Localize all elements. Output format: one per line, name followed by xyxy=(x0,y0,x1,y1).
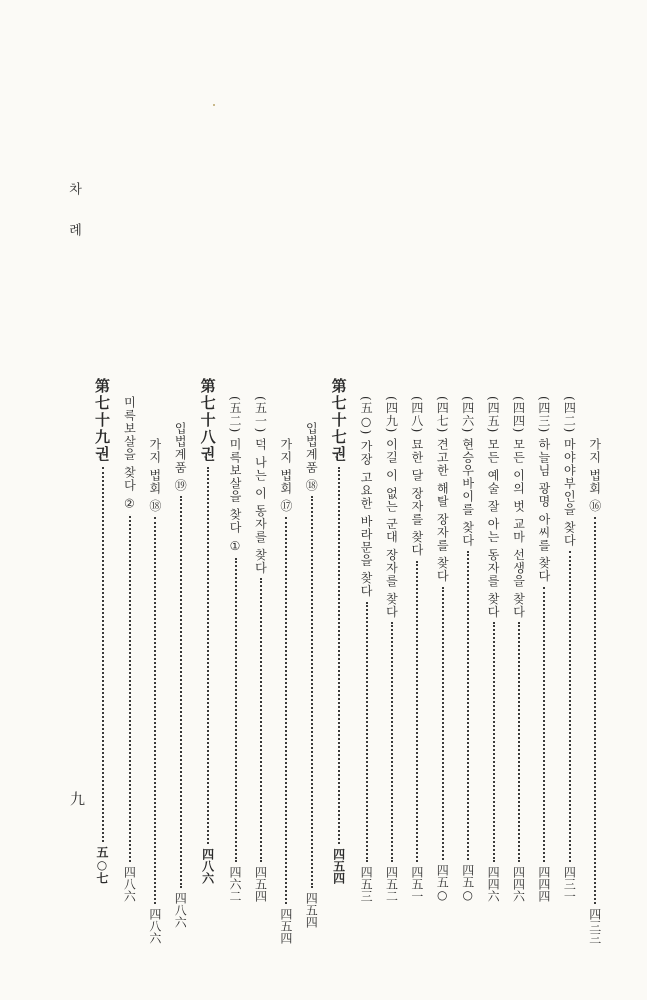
toc-page-number: 四三三 xyxy=(587,908,602,944)
toc-entry-title: (四七) 견고한 해탈 장자를 찾다 xyxy=(435,396,450,583)
paper-speck xyxy=(213,104,215,106)
dot-leader xyxy=(207,467,209,844)
toc-entry[interactable] xyxy=(252,378,269,902)
toc-entry-title: (四二) 마야야부인을 찾다 xyxy=(562,396,577,547)
toc-entry-title: (四三) 하늘님 광명 아씨를 찾다 xyxy=(536,396,551,583)
toc-entry[interactable] xyxy=(278,378,295,944)
dot-leader xyxy=(518,622,520,862)
toc-entry[interactable] xyxy=(485,378,502,902)
page-number: 九 xyxy=(70,790,86,808)
toc-entry[interactable] xyxy=(511,378,528,902)
toc-volume-heading[interactable] xyxy=(198,378,219,884)
toc-entry-title: 第七十七권 xyxy=(329,378,348,463)
dot-leader xyxy=(366,602,368,862)
dot-leader xyxy=(338,467,340,844)
toc-page-number: 四四六 xyxy=(511,866,526,902)
dot-leader xyxy=(129,516,131,862)
toc-entry-title: 第七十八권 xyxy=(198,378,217,463)
toc-page-number: 四五四 xyxy=(304,892,319,928)
toc-page-number: 四三一 xyxy=(562,866,577,902)
table-of-contents xyxy=(92,378,604,944)
dot-leader xyxy=(442,587,444,860)
toc-entry[interactable] xyxy=(227,378,244,902)
dot-leader xyxy=(594,517,596,904)
dot-leader xyxy=(391,622,393,862)
toc-entry-title: (五○) 가장 고요한 바라문을 찾다 xyxy=(359,396,374,598)
toc-entry[interactable] xyxy=(172,378,189,928)
dot-leader xyxy=(285,517,287,904)
toc-entry[interactable] xyxy=(358,378,375,902)
toc-entry[interactable] xyxy=(409,378,426,902)
toc-entry-title: 第七十九권 xyxy=(93,378,111,463)
toc-entry[interactable] xyxy=(303,378,320,928)
dot-leader xyxy=(102,467,104,842)
toc-page-number: 四六二 xyxy=(228,866,243,902)
toc-entry[interactable] xyxy=(434,378,451,902)
toc-page-number: 四五三 xyxy=(359,866,374,902)
dot-leader xyxy=(493,622,495,862)
toc-entry[interactable] xyxy=(587,378,604,944)
dot-leader xyxy=(311,496,313,888)
section-title: 차 례 xyxy=(66,182,81,249)
dot-leader xyxy=(543,587,545,862)
toc-entry[interactable] xyxy=(561,378,578,902)
dot-leader xyxy=(569,551,571,862)
toc-page-number: 五○七 xyxy=(95,846,109,884)
toc-page-number: 四五四 xyxy=(278,908,293,944)
toc-page-number: 四五四 xyxy=(331,848,346,884)
toc-entry-title: 입법계품 ⑲ xyxy=(173,422,188,492)
toc-entry[interactable] xyxy=(121,378,138,902)
toc-entry-title: (四九) 이길 이 없는 군대 장자를 찾다 xyxy=(384,396,399,619)
toc-entry-title: 가지 법회 ⑯ xyxy=(587,438,602,513)
dot-leader xyxy=(416,561,418,862)
toc-page-number: 四八六 xyxy=(200,848,215,884)
toc-entry-title: (四四) 모든 이의 벗 교마 선생을 찾다 xyxy=(511,396,526,619)
toc-entry-title: (四八) 묘한 달 장자를 찾다 xyxy=(409,396,424,557)
toc-page-number: 四五四 xyxy=(253,866,268,902)
toc-entry[interactable] xyxy=(383,378,400,902)
toc-page-number: 四五○ xyxy=(460,864,475,902)
toc-entry[interactable] xyxy=(536,378,553,902)
toc-entry-title: (四五) 모든 예술 잘 아는 동자를 찾다 xyxy=(486,396,501,619)
toc-entry[interactable] xyxy=(460,378,477,902)
toc-page-number: 四八六 xyxy=(147,908,162,944)
toc-entry-title: 미륵보살을 찾다 ② xyxy=(122,396,137,512)
toc-entry-title: (五一) 덕 나는 이 동자를 찾다 xyxy=(253,396,268,575)
dot-leader xyxy=(467,551,469,860)
toc-entry-title: 입법계품 ⑱ xyxy=(304,422,319,492)
toc-page-number: 四四六 xyxy=(486,866,501,902)
toc-page-number: 四八六 xyxy=(173,892,188,928)
dot-leader xyxy=(180,496,182,888)
toc-page-number: 四四四 xyxy=(536,866,551,902)
toc-entry-title: (四六) 현승우바이를 찾다 xyxy=(460,396,475,547)
toc-entry[interactable] xyxy=(147,378,164,944)
toc-volume-heading[interactable] xyxy=(329,378,350,884)
toc-page-number: 四五○ xyxy=(435,864,450,902)
toc-page-number: 四五一 xyxy=(409,866,424,902)
toc-page-number: 四五二 xyxy=(384,866,399,902)
dot-leader xyxy=(235,558,237,862)
dot-leader xyxy=(260,578,262,862)
toc-entry-title: 가지 법회 ⑱ xyxy=(147,438,162,513)
toc-page-number: 四八六 xyxy=(122,866,137,902)
toc-volume-heading[interactable] xyxy=(92,378,113,884)
toc-entry-title: (五二) 미륵보살을 찾다 ① xyxy=(228,396,243,554)
toc-entry-title: 가지 법회 ⑰ xyxy=(278,438,293,513)
dot-leader xyxy=(154,517,156,904)
